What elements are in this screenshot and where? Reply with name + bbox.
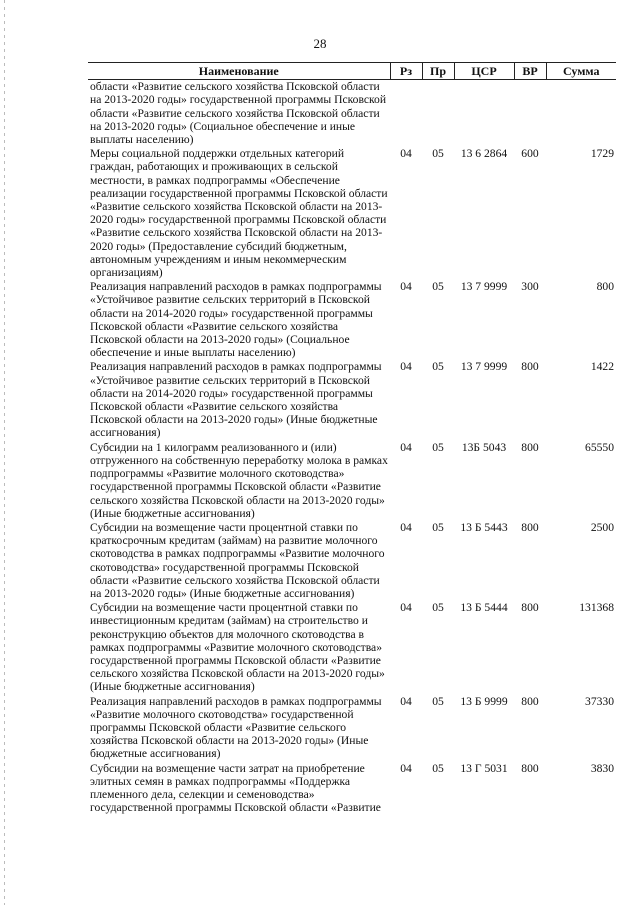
row-name: области «Развитие сельского хозяйства Псковской области на 2013-2020 годы» государственной программы Псковской области «Развитие сельского хозяйства Псковской области на 2013-2020 годы» (Социальное обеспечение и иные выплаты населению): [90, 80, 387, 147]
row-rz: 04: [400, 520, 412, 534]
row-vr: 300: [521, 280, 539, 294]
row-vr: 800: [521, 360, 539, 374]
row-csr: 13Б 5043: [461, 440, 507, 454]
row-pr: 05: [432, 440, 444, 454]
row-name: Субсидии на 1 килограмм реализованного и (или) отгруженного на собственную переработку молока в рамках подпрограммы «Развитие молочного скотоводства» государственной программы Псковской области «Развитие сельского хозяйства Псковской области на 2013-2020 годы» (Иные бюджетные ассигнования): [90, 440, 388, 520]
header-csr: ЦСР: [454, 63, 514, 80]
row-rz: 04: [400, 280, 412, 294]
row-name: Меры социальной поддержки отдельных категорий граждан, работающих и проживающих в сельской местности, в рамках подпрограммы «Обеспечение реализации государственной программы Псковской области «Развитие сельского хозяйства Псковской области на 2013-2020 годы» государственной программы Псковской области «Развитие сельского хозяйства Псковской области на 2013-2020 годы» (Предоставление субсидий бюджетным, автономным учреждениям и иным некоммерческим организациям): [90, 147, 388, 280]
row-pr: 05: [432, 520, 444, 534]
header-rz: Рз: [390, 63, 422, 80]
row-sum: 1729: [590, 147, 614, 161]
row-rz: 04: [400, 360, 412, 374]
table-row: [88, 147, 616, 280]
row-sum: 1422: [590, 360, 614, 374]
row-csr: 13 6 2864: [460, 147, 508, 161]
table-row: [88, 521, 616, 601]
row-csr: 13 Б 5443: [460, 520, 508, 534]
row-vr: 800: [521, 694, 539, 708]
row-csr: 13 7 9999: [460, 360, 508, 374]
row-name: Субсидии на возмещение части процентной ставки по инвестиционным кредитам (займам) на строительство и реконструкцию объектов для молочного скотоводства в рамках подпрограммы «Развитие молочного скотоводства» государственной программы Псковской области «Развитие сельского хозяйства Псковской области на 2013-2020 годы» (Иные бюджетные ассигнования): [90, 601, 385, 694]
row-vr: 800: [521, 761, 539, 775]
table-row: [88, 695, 616, 762]
row-pr: [422, 80, 454, 148]
row-rz: 04: [400, 601, 412, 615]
table-row: [88, 441, 616, 521]
row-vr: 800: [521, 520, 539, 534]
header-vr: ВР: [514, 63, 546, 80]
row-name: Субсидии на возмещение части процентной ставки по краткосрочным кредитам (займам) на развитие молочного скотоводства в рамках подпрограммы «Развитие молочного скотоводства» государственной программы Псковской области «Развитие сельского хозяйства Псковской области на 2013-2020 годы» (Иные бюджетные ассигнования): [90, 520, 385, 600]
row-sum: 131368: [579, 601, 614, 615]
table-row: [88, 762, 616, 816]
table-row: [88, 80, 616, 148]
header-sum: Сумма: [546, 63, 616, 80]
row-sum: 800: [596, 280, 614, 294]
row-pr: 05: [432, 360, 444, 374]
row-rz: 04: [400, 694, 412, 708]
row-vr: 800: [521, 601, 539, 615]
row-vr: 600: [521, 147, 539, 161]
header-name: Наименование: [88, 63, 390, 80]
row-rz: [390, 80, 422, 148]
row-sum: 65550: [585, 440, 614, 454]
table-header-row: [88, 63, 616, 80]
table-row: [88, 360, 616, 440]
row-sum: 2500: [590, 520, 614, 534]
row-pr: 05: [432, 601, 444, 615]
row-pr: 05: [432, 280, 444, 294]
table-row: [88, 280, 616, 360]
row-sum: 37330: [585, 694, 614, 708]
row-csr: 13 Б 5444: [460, 601, 508, 615]
budget-table: [88, 62, 616, 815]
page-number: 28: [313, 36, 327, 51]
header-pr: Пр: [422, 63, 454, 80]
row-rz: 04: [400, 440, 412, 454]
row-csr: [454, 80, 514, 148]
row-name: Реализация направлений расходов в рамках подпрограммы «Устойчивое развитие сельских территорий в Псковской области на 2014-2020 годы» государственной программы Псковской области «Развитие сельского хозяйства Псковской области на 2013-2020 годы» (Иные бюджетные ассигнования): [90, 360, 382, 440]
row-sum: [546, 80, 616, 148]
row-rz: 04: [400, 761, 412, 775]
row-name: Реализация направлений расходов в рамках подпрограммы «Устойчивое развитие сельских территорий в Псковской области на 2014-2020 годы» государственной программы Псковской области «Развитие сельского хозяйства Псковской области на 2013-2020 годы» (Социальное обеспечение и иные выплаты населению): [90, 280, 382, 360]
row-csr: 13 Г 5031: [460, 761, 508, 775]
row-vr: 800: [521, 440, 539, 454]
table-row: [88, 601, 616, 694]
row-pr: 05: [432, 147, 444, 161]
row-csr: 13 Б 9999: [460, 694, 508, 708]
scan-edge-artifact: [4, 0, 5, 905]
row-rz: 04: [400, 147, 412, 161]
row-sum: 3830: [590, 761, 614, 775]
row-pr: 05: [432, 761, 444, 775]
row-name: Реализация направлений расходов в рамках подпрограммы «Развитие молочного скотоводства» государственной программы Псковской области «Развитие сельского хозяйства Псковской области на 2013-2020 годы» (Иные бюджетные ассигнования): [90, 694, 382, 761]
row-pr: 05: [432, 694, 444, 708]
row-vr: [514, 80, 546, 148]
row-csr: 13 7 9999: [460, 280, 508, 294]
row-name: Субсидии на возмещение части затрат на приобретение элитных семян в рамках подпрограммы «Поддержка племенного дела, селекции и семеноводства» государственной программы Псковской области «Развитие: [90, 761, 381, 815]
